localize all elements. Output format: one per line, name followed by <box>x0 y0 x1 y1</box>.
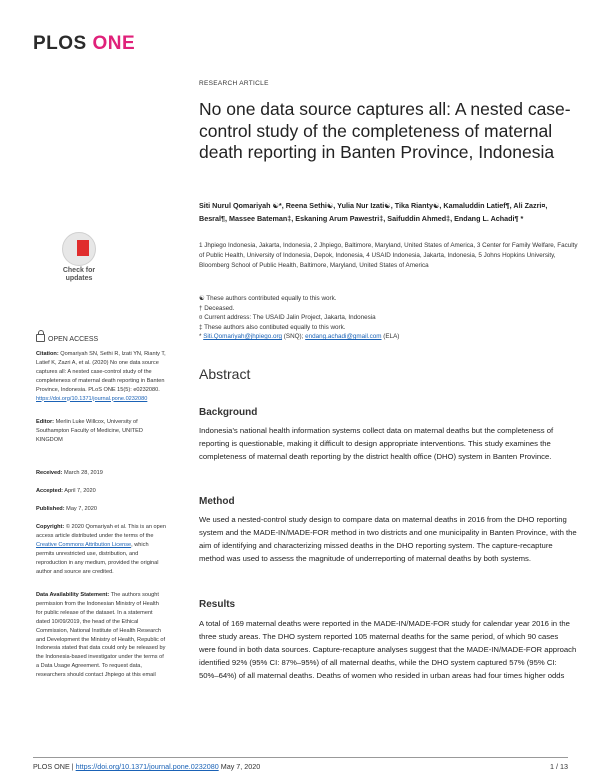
email-link-1[interactable]: Siti.Qomariyah@jhpiego.org <box>203 333 283 341</box>
contact-line: * Siti.Qomariyah@jhpiego.org (SNQ); endang.achadi@gmail.com (ELA) <box>199 333 400 341</box>
check-for-updates-badge[interactable] <box>58 232 100 290</box>
article-title: No one data source captures all: A nested case-control study of the completeness of maternal death reporting in Banten Province, Indonesia <box>199 99 571 162</box>
editor-block: Editor: Merlin Luke Willcox, University of Southampton Faculty of Medicine, UNITED KINGDOM <box>36 419 143 443</box>
note-also-equal: ‡ These authors also contibuted equally to this work. <box>199 323 346 331</box>
journal-logo <box>33 33 135 55</box>
footer-doi-link[interactable]: https://doi.org/10.1371/journal.pone.0232080 <box>75 762 219 771</box>
results-text: A total of 169 maternal deaths were reported in the MADE-IN/MADE-FOR study for calendar year 2016 in the three study areas. The DHO system reported 105 maternal deaths for the same period, of which 90 cases were found in both data sources. Capture-recapture analyses suggest that the MADE-IN/MADE-FOR approach identified 92% (95% CI: 87%–95%) of all maternal deaths, while the DHO system captured 57% (95% CI: 50%–64%) of all maternal deaths. Deaths of women who resided in urban areas had four times higher odds <box>199 619 577 680</box>
note-address: ¤ Current address: The USAID Jalin Project, Jakarta, Indonesia <box>199 314 376 322</box>
citation-doi-link[interactable]: https://doi.org/10.1371/journal.pone.0232080 <box>36 395 148 402</box>
footer-rule <box>33 757 568 758</box>
citation-block: Citation: Qomariyah SN, Sethi R, Izati YN, Rianty T, Latief K, Zazri A, et al. (2020) No one data source captures all: A nested case-control study of the completeness of maternal death reporting in Banten Province, Indonesia. PLoS ONE 15(5): e0232080. https://doi.org/10.1371/journal.pone.0232080 <box>36 351 166 402</box>
data-availability-block: Data Availability Statement: The authors sought permission from the Indonesian Ministry of Health for public release of the dataset. In a statement dated 10/09/2019, the head of the Ethical Commission, National Institute of Health Research and Development the Ministry of Health, Republic of Indonesia stated that data could only be released by the Indonesia-based investigator under the terms of a Data Usage Agreement. To request data, researchers should contact Jhpiego at this email <box>36 592 166 679</box>
bookmark-icon <box>62 232 96 266</box>
email-link-2[interactable]: endang.achadi@gmail.com <box>305 333 382 341</box>
badge-line2: updates <box>65 275 93 282</box>
method-text: We used a nested-control study design to compare data on maternal deaths in 2016 from the DHO reporting system and the MADE-IN/MADE-FOR method in two districts and one municipality in Banten Province, with the aim of identifying and characterizing missed deaths in the DHO reporting system. The capture-recapture method was used to assess the magnitude of underreporting of maternal deaths by both systems. <box>199 515 577 563</box>
badge-line1: Check for <box>62 267 96 274</box>
open-lock-icon <box>36 334 45 342</box>
page-footer: PLOS ONE | https://doi.org/10.1371/journal.pone.0232080 May 7, 2020 1 / 13 <box>33 762 568 771</box>
author-list: Siti Nurul Qomariyah ☯*, Reena Sethi☯, Yulia Nur Izati☯, Tika Rianty☯, Kamaluddin Latief¶, Ali Zazri¤, Besral¶, Massee Bateman‡, Eskaning Arum Pawestri‡, Saifuddin Ahmed‡, Endang L. Achadi¶ * <box>199 201 548 223</box>
method-heading: Method <box>199 496 235 507</box>
open-access-label: OPEN ACCESS <box>48 336 99 343</box>
note-equal: ☯ These authors contributed equally to this work. <box>199 295 337 302</box>
footer-journal: PLOS ONE <box>33 762 70 771</box>
accepted-date: Accepted: April 7, 2020 <box>36 488 96 494</box>
license-link[interactable]: Creative Commons Attribution License <box>36 541 132 548</box>
affiliations: 1 Jhpiego Indonesia, Jakarta, Indonesia, 2 Jhpiego, Baltimore, Maryland, United States of America, 3 Center for Family Welfare, Faculty of Public Health, University of Indonesia, Depok, Indonesia, 4 USAID Indonesia, Jakarta, Indonesia, 5 Johns Hopkins University, Bloomberg School of Public Health, Baltimore, Maryland, United States of America <box>199 242 578 269</box>
article-type: RESEARCH ARTICLE <box>199 80 269 87</box>
background-heading: Background <box>199 407 258 418</box>
background-text: Indonesia’s national health information systems collect data on maternal deaths but the completeness of reporting is questionable, making it difficult to design appropriate interventions. This study examines the completeness of maternal death reporting by the district health office (DHO) system in Banten Province. <box>199 426 554 461</box>
copyright-block: Copyright: © 2020 Qomariyah et al. This is an open access article distributed under the terms of the Creative Commons Attribution License, which permits unrestricted use, distribution, and reproduction in any medium, provided the original author and source are credited. <box>36 524 166 575</box>
published-date: Published: May 7, 2020 <box>36 506 97 512</box>
logo-plos: PLOS <box>33 33 87 54</box>
footer-date: May 7, 2020 <box>220 762 261 771</box>
note-deceased: † Deceased. <box>199 304 235 312</box>
author-notes <box>199 294 579 342</box>
received-date: Received: March 28, 2019 <box>36 470 103 476</box>
results-heading: Results <box>199 599 236 610</box>
open-access <box>36 333 98 343</box>
page-number: 1 / 13 <box>550 762 568 771</box>
logo-one: ONE <box>92 33 136 54</box>
abstract-heading: Abstract <box>199 366 251 382</box>
